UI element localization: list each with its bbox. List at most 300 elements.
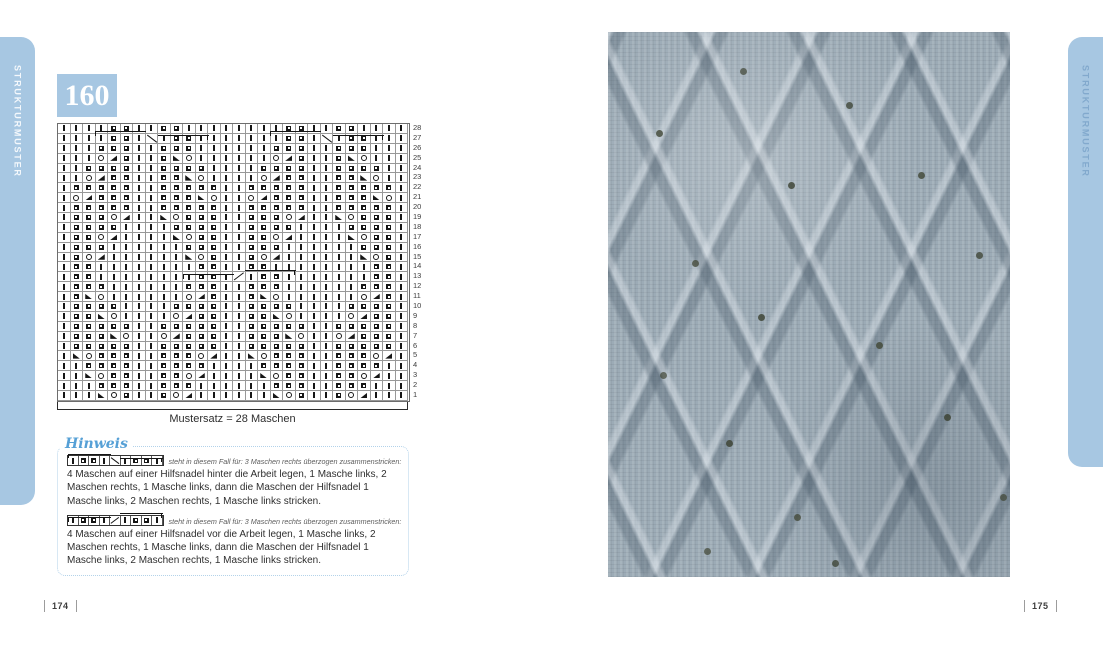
chart-cell xyxy=(183,243,196,253)
chart-cell xyxy=(221,223,234,233)
knit-stitch-bar-icon xyxy=(150,284,152,290)
yarnover-circle-icon xyxy=(186,294,192,300)
chart-cell xyxy=(321,361,334,371)
knit-stitch-bar-icon xyxy=(250,373,252,379)
chart-cell xyxy=(308,391,321,401)
chart-cell xyxy=(196,312,209,322)
purl-dot-square-icon xyxy=(299,146,304,151)
chart-cell xyxy=(396,262,409,272)
chart-cell xyxy=(346,243,359,253)
chart-cell xyxy=(308,144,321,154)
yarnover-circle-icon xyxy=(361,294,367,300)
chart-cell xyxy=(358,253,371,263)
purl-dot-square-icon xyxy=(86,314,91,319)
knit-stitch-bar-icon xyxy=(163,135,165,141)
purl-dot-square-icon xyxy=(174,353,179,358)
purl-dot-square-icon xyxy=(199,264,204,269)
yarnover-circle-icon xyxy=(186,234,192,240)
knit-stitch-bar-icon xyxy=(288,294,290,300)
chart-cell xyxy=(121,144,134,154)
chart-cell xyxy=(333,164,346,174)
chart-cell xyxy=(96,243,109,253)
chart-cell xyxy=(121,342,134,352)
row-number: 19 xyxy=(413,212,422,222)
chart-cell xyxy=(121,391,134,401)
row-number: 21 xyxy=(413,192,422,202)
row-number: 26 xyxy=(413,142,422,152)
purl-dot-square-icon xyxy=(144,518,149,523)
purl-dot-square-icon xyxy=(361,284,366,289)
purl-dot-square-icon xyxy=(336,393,341,398)
chart-cell xyxy=(121,233,134,243)
knit-stitch-bar-icon xyxy=(325,383,327,389)
chart-cell xyxy=(133,351,146,361)
knit-stitch-bar-icon xyxy=(225,294,227,300)
purl-dot-square-icon xyxy=(274,344,279,349)
chart-cell xyxy=(371,124,384,134)
chart-cell xyxy=(383,302,396,312)
chart-cell xyxy=(283,312,296,322)
knit-stitch-bar-icon xyxy=(150,165,152,171)
chart-cell xyxy=(358,154,371,164)
purl-dot-square-icon xyxy=(299,185,304,190)
knit-stitch-bar-icon xyxy=(225,274,227,280)
chart-cell xyxy=(308,173,321,183)
chart-cell xyxy=(158,391,171,401)
chart-cell xyxy=(146,193,159,203)
chart-cell xyxy=(396,282,409,292)
chart-cell xyxy=(146,351,159,361)
chart-cell xyxy=(58,223,71,233)
row-number: 18 xyxy=(413,221,422,231)
purl-dot-square-icon xyxy=(274,146,279,151)
knit-stitch-bar-icon xyxy=(138,224,140,230)
chart-cell xyxy=(58,124,71,134)
chart-cell xyxy=(58,243,71,253)
chart-cell xyxy=(358,233,371,243)
chart-cell xyxy=(346,223,359,233)
purl-dot-square-icon xyxy=(211,304,216,309)
chart-cell xyxy=(233,381,246,391)
chart-cell xyxy=(196,124,209,134)
chart-cell xyxy=(131,456,142,465)
chart-cell xyxy=(133,193,146,203)
purl-dot-square-icon xyxy=(186,363,191,368)
chart-cell xyxy=(233,322,246,332)
purl-dot-square-icon xyxy=(374,245,379,250)
chart-cell xyxy=(108,332,121,342)
chart-cell xyxy=(321,193,334,203)
chart-cell xyxy=(296,203,309,213)
purl-dot-square-icon xyxy=(249,334,254,339)
chart-cell xyxy=(283,164,296,174)
purl-dot-square-icon xyxy=(249,245,254,250)
purl-dot-square-icon xyxy=(99,344,104,349)
chart-cell xyxy=(308,243,321,253)
knit-stitch-bar-icon xyxy=(125,224,127,230)
purl-dot-square-icon xyxy=(274,274,279,279)
chart-cell xyxy=(358,312,371,322)
chart-cell xyxy=(71,332,84,342)
chart-cell xyxy=(83,164,96,174)
chart-cell xyxy=(321,351,334,361)
chart-cell xyxy=(333,282,346,292)
knit-stitch-bar-icon xyxy=(138,373,140,379)
chart-cell xyxy=(346,134,359,144)
purl-dot-square-icon xyxy=(286,175,291,180)
chart-cell xyxy=(171,292,184,302)
knit-stitch-bar-icon xyxy=(238,294,240,300)
chart-cell xyxy=(133,144,146,154)
right-leaning-decrease-triangle-icon xyxy=(285,155,292,161)
knit-stitch-bar-icon xyxy=(313,234,315,240)
purl-dot-square-icon xyxy=(74,344,79,349)
chart-cell xyxy=(133,243,146,253)
chart-cell xyxy=(100,516,111,525)
knit-stitch-bar-icon xyxy=(138,205,140,211)
purl-dot-square-icon xyxy=(111,383,116,388)
knit-stitch-bar-icon xyxy=(103,517,105,523)
chart-cell xyxy=(283,243,296,253)
chart-cell xyxy=(58,183,71,193)
chart-cell xyxy=(208,213,221,223)
knit-stitch-bar-icon xyxy=(175,244,177,250)
knit-stitch-bar-icon xyxy=(250,135,252,141)
purl-dot-square-icon xyxy=(261,166,266,171)
knit-stitch-bar-icon xyxy=(363,125,365,131)
chart-cell xyxy=(146,243,159,253)
purl-dot-square-icon xyxy=(386,205,391,210)
right-leaning-decrease-triangle-icon xyxy=(360,393,367,399)
chart-cell xyxy=(383,322,396,332)
chart-cell xyxy=(108,302,121,312)
chart-cell xyxy=(96,134,109,144)
knit-stitch-bar-icon xyxy=(400,125,402,131)
chart-cell xyxy=(346,391,359,401)
chart-cell xyxy=(358,332,371,342)
purl-dot-square-icon xyxy=(99,146,104,151)
yarnover-circle-icon xyxy=(361,373,367,379)
purl-dot-square-icon xyxy=(261,274,266,279)
chart-cell xyxy=(96,124,109,134)
purl-dot-square-icon xyxy=(81,458,86,463)
chart-cell xyxy=(108,282,121,292)
chart-cell xyxy=(296,124,309,134)
yarnover-circle-icon xyxy=(286,392,292,398)
knit-stitch-bar-icon xyxy=(138,303,140,309)
chart-cell xyxy=(383,312,396,322)
knit-stitch-bar-icon xyxy=(138,363,140,369)
chart-cell xyxy=(108,134,121,144)
chart-cell xyxy=(233,292,246,302)
chart-cell xyxy=(208,272,221,282)
yarnover-circle-icon xyxy=(273,373,279,379)
purl-dot-square-icon xyxy=(186,304,191,309)
knit-stitch-bar-icon xyxy=(325,165,327,171)
chart-cell xyxy=(146,124,159,134)
chart-cell xyxy=(221,144,234,154)
chart-cell xyxy=(246,262,259,272)
yarnover-circle-icon xyxy=(348,313,354,319)
left-leaning-decrease-triangle-icon xyxy=(173,155,180,161)
knit-stitch-bar-icon xyxy=(388,165,390,171)
knit-stitch-bar-icon xyxy=(388,383,390,389)
knit-stitch-bar-icon xyxy=(63,264,65,270)
chart-cell xyxy=(196,302,209,312)
chart-cell xyxy=(308,371,321,381)
purl-dot-square-icon xyxy=(349,324,354,329)
purl-dot-square-icon xyxy=(374,304,379,309)
knit-stitch-bar-icon xyxy=(225,214,227,220)
chart-cell xyxy=(383,391,396,401)
chart-cell xyxy=(358,272,371,282)
purl-dot-square-icon xyxy=(349,126,354,131)
purl-dot-square-icon xyxy=(299,344,304,349)
purl-dot-square-icon xyxy=(186,225,191,230)
purl-dot-square-icon xyxy=(199,166,204,171)
yarnover-circle-icon xyxy=(336,333,342,339)
knit-stitch-bar-icon xyxy=(225,284,227,290)
chart-cell xyxy=(371,312,384,322)
chart-cell xyxy=(296,193,309,203)
knit-stitch-bar-icon xyxy=(138,145,140,151)
knit-stitch-bar-icon xyxy=(238,363,240,369)
chart-cell xyxy=(208,361,221,371)
knit-stitch-bar-icon xyxy=(125,303,127,309)
chart-cell xyxy=(371,173,384,183)
left-leaning-decrease-triangle-icon xyxy=(198,195,205,201)
knit-stitch-bar-icon xyxy=(250,155,252,161)
right-leaning-decrease-triangle-icon xyxy=(273,254,280,260)
purl-dot-square-icon xyxy=(211,334,216,339)
knit-stitch-bar-icon xyxy=(75,373,77,379)
knit-stitch-bar-icon xyxy=(225,125,227,131)
chart-cell xyxy=(183,144,196,154)
chart-cell xyxy=(383,361,396,371)
chart-cell xyxy=(183,332,196,342)
purl-dot-square-icon xyxy=(174,166,179,171)
chart-cell xyxy=(171,272,184,282)
chart-cell xyxy=(383,223,396,233)
chart-cell xyxy=(346,144,359,154)
chart-cell xyxy=(308,332,321,342)
chart-cell xyxy=(58,134,71,144)
chart-cell xyxy=(121,322,134,332)
knit-stitch-bar-icon xyxy=(175,264,177,270)
row-number: 9 xyxy=(413,310,418,320)
purl-dot-square-icon xyxy=(361,205,366,210)
knit-stitch-bar-icon xyxy=(325,145,327,151)
purl-dot-square-icon xyxy=(286,304,291,309)
knit-stitch-bar-icon xyxy=(388,145,390,151)
purl-dot-square-icon xyxy=(249,264,254,269)
knit-stitch-bar-icon xyxy=(300,264,302,270)
chart-cell xyxy=(171,282,184,292)
yarnover-circle-icon xyxy=(86,175,92,181)
chart-cell xyxy=(146,253,159,263)
knit-stitch-bar-icon xyxy=(150,185,152,191)
knit-stitch-bar-icon xyxy=(250,125,252,131)
purl-dot-square-icon xyxy=(299,175,304,180)
row-number: 4 xyxy=(413,360,418,370)
chart-cell xyxy=(233,243,246,253)
chart-cell xyxy=(58,312,71,322)
chart-cell xyxy=(271,233,284,243)
knit-stitch-bar-icon xyxy=(225,155,227,161)
purl-dot-square-icon xyxy=(336,195,341,200)
knit-stitch-bar-icon xyxy=(63,343,65,349)
knit-stitch-bar-icon xyxy=(138,125,140,131)
chart-cell xyxy=(321,253,334,263)
purl-dot-square-icon xyxy=(111,136,116,141)
purl-dot-square-icon xyxy=(274,324,279,329)
chart-cell xyxy=(146,154,159,164)
chart-cell xyxy=(96,332,109,342)
chart-cell xyxy=(71,262,84,272)
chart-cell xyxy=(283,342,296,352)
chart-cell xyxy=(58,262,71,272)
purl-dot-square-icon xyxy=(99,215,104,220)
knit-stitch-bar-icon xyxy=(63,165,65,171)
chart-cell xyxy=(158,292,171,302)
knit-stitch-bar-icon xyxy=(63,145,65,151)
knit-stitch-bar-icon xyxy=(313,155,315,161)
knit-stitch-bar-icon xyxy=(350,274,352,280)
knit-stitch-bar-icon xyxy=(325,353,327,359)
chart-cell xyxy=(371,332,384,342)
knit-stitch-bar-icon xyxy=(63,205,65,211)
purl-dot-square-icon xyxy=(349,136,354,141)
purl-dot-square-icon xyxy=(361,215,366,220)
chart-cell xyxy=(258,183,271,193)
knit-stitch-bar-icon xyxy=(375,135,377,141)
chart-cell xyxy=(308,361,321,371)
chart-cell xyxy=(196,154,209,164)
knit-stitch-bar-icon xyxy=(325,313,327,319)
chart-cell xyxy=(121,203,134,213)
left-tab-label: STRUKTURMUSTER xyxy=(12,65,23,178)
knit-stitch-bar-icon xyxy=(238,353,240,359)
purl-dot-square-icon xyxy=(74,225,79,230)
purl-dot-square-icon xyxy=(211,294,216,299)
knit-stitch-bar-icon xyxy=(313,125,315,131)
chart-cell xyxy=(71,124,84,134)
knit-stitch-bar-icon xyxy=(400,135,402,141)
yarnover-circle-icon xyxy=(286,313,292,319)
chart-cell xyxy=(121,124,134,134)
chart-cell xyxy=(110,456,121,465)
chart-cell xyxy=(196,223,209,233)
purl-dot-square-icon xyxy=(111,205,116,210)
row-number: 3 xyxy=(413,370,418,380)
row-number: 17 xyxy=(413,231,422,241)
chart-cell xyxy=(208,371,221,381)
knit-stitch-bar-icon xyxy=(225,254,227,260)
purl-dot-square-icon xyxy=(124,156,129,161)
knit-stitch-bar-icon xyxy=(75,155,77,161)
hinweis-box xyxy=(57,436,409,576)
chart-cell xyxy=(321,272,334,282)
knit-stitch-bar-icon xyxy=(325,363,327,369)
chart-cell xyxy=(258,371,271,381)
chart-cell xyxy=(258,213,271,223)
purl-dot-square-icon xyxy=(86,334,91,339)
knit-stitch-bar-icon xyxy=(375,383,377,389)
knit-stitch-bar-icon xyxy=(300,244,302,250)
chart-cell xyxy=(96,361,109,371)
knit-stitch-bar-icon xyxy=(263,135,265,141)
chart-cell xyxy=(283,282,296,292)
purl-dot-square-icon xyxy=(349,373,354,378)
chart-cell xyxy=(68,456,79,465)
chart-cell xyxy=(171,361,184,371)
chart-cell xyxy=(108,233,121,243)
row-number: 6 xyxy=(413,340,418,350)
chart-cell xyxy=(96,183,109,193)
knit-stitch-bar-icon xyxy=(175,274,177,280)
knit-stitch-bar-icon xyxy=(163,254,165,260)
purl-dot-square-icon xyxy=(249,344,254,349)
chart-cell xyxy=(133,253,146,263)
chart-cell xyxy=(183,351,196,361)
purl-dot-square-icon xyxy=(86,166,91,171)
purl-dot-square-icon xyxy=(361,324,366,329)
chart-cell xyxy=(271,144,284,154)
chart-cell xyxy=(221,124,234,134)
chart-cell xyxy=(358,381,371,391)
purl-dot-square-icon xyxy=(111,185,116,190)
chart-cell xyxy=(296,183,309,193)
chart-cell xyxy=(396,134,409,144)
knit-stitch-bar-icon xyxy=(313,175,315,181)
chart-cell xyxy=(133,312,146,322)
knit-stitch-bar-icon xyxy=(400,195,402,201)
purl-dot-square-icon xyxy=(199,344,204,349)
chart-cell xyxy=(121,282,134,292)
chart-cell xyxy=(158,302,171,312)
purl-dot-square-icon xyxy=(186,334,191,339)
chart-cell xyxy=(121,361,134,371)
chart-cell xyxy=(183,371,196,381)
purl-dot-square-icon xyxy=(186,185,191,190)
left-leaning-decrease-triangle-icon xyxy=(160,215,167,221)
eyelet-dots xyxy=(608,32,615,39)
right-tab-label: STRUKTURMUSTER xyxy=(1080,65,1091,178)
purl-dot-square-icon xyxy=(336,185,341,190)
chart-cell xyxy=(83,322,96,332)
chart-cell xyxy=(333,302,346,312)
chart-cell xyxy=(296,173,309,183)
knit-stitch-bar-icon xyxy=(300,254,302,260)
purl-dot-square-icon xyxy=(274,215,279,220)
chart-cell xyxy=(108,322,121,332)
chart-cell xyxy=(133,203,146,213)
chart-cell xyxy=(296,144,309,154)
knit-stitch-bar-icon xyxy=(100,274,102,280)
purl-dot-square-icon xyxy=(211,264,216,269)
yarnover-circle-icon xyxy=(161,333,167,339)
purl-dot-square-icon xyxy=(86,264,91,269)
knit-stitch-bar-icon xyxy=(63,373,65,379)
knit-stitch-bar-icon xyxy=(138,214,140,220)
chart-cell xyxy=(158,371,171,381)
chart-cell xyxy=(171,243,184,253)
purl-dot-square-icon xyxy=(211,324,216,329)
chart-cell xyxy=(308,134,321,144)
chart-cell xyxy=(383,262,396,272)
purl-dot-square-icon xyxy=(386,225,391,230)
purl-dot-square-icon xyxy=(111,353,116,358)
